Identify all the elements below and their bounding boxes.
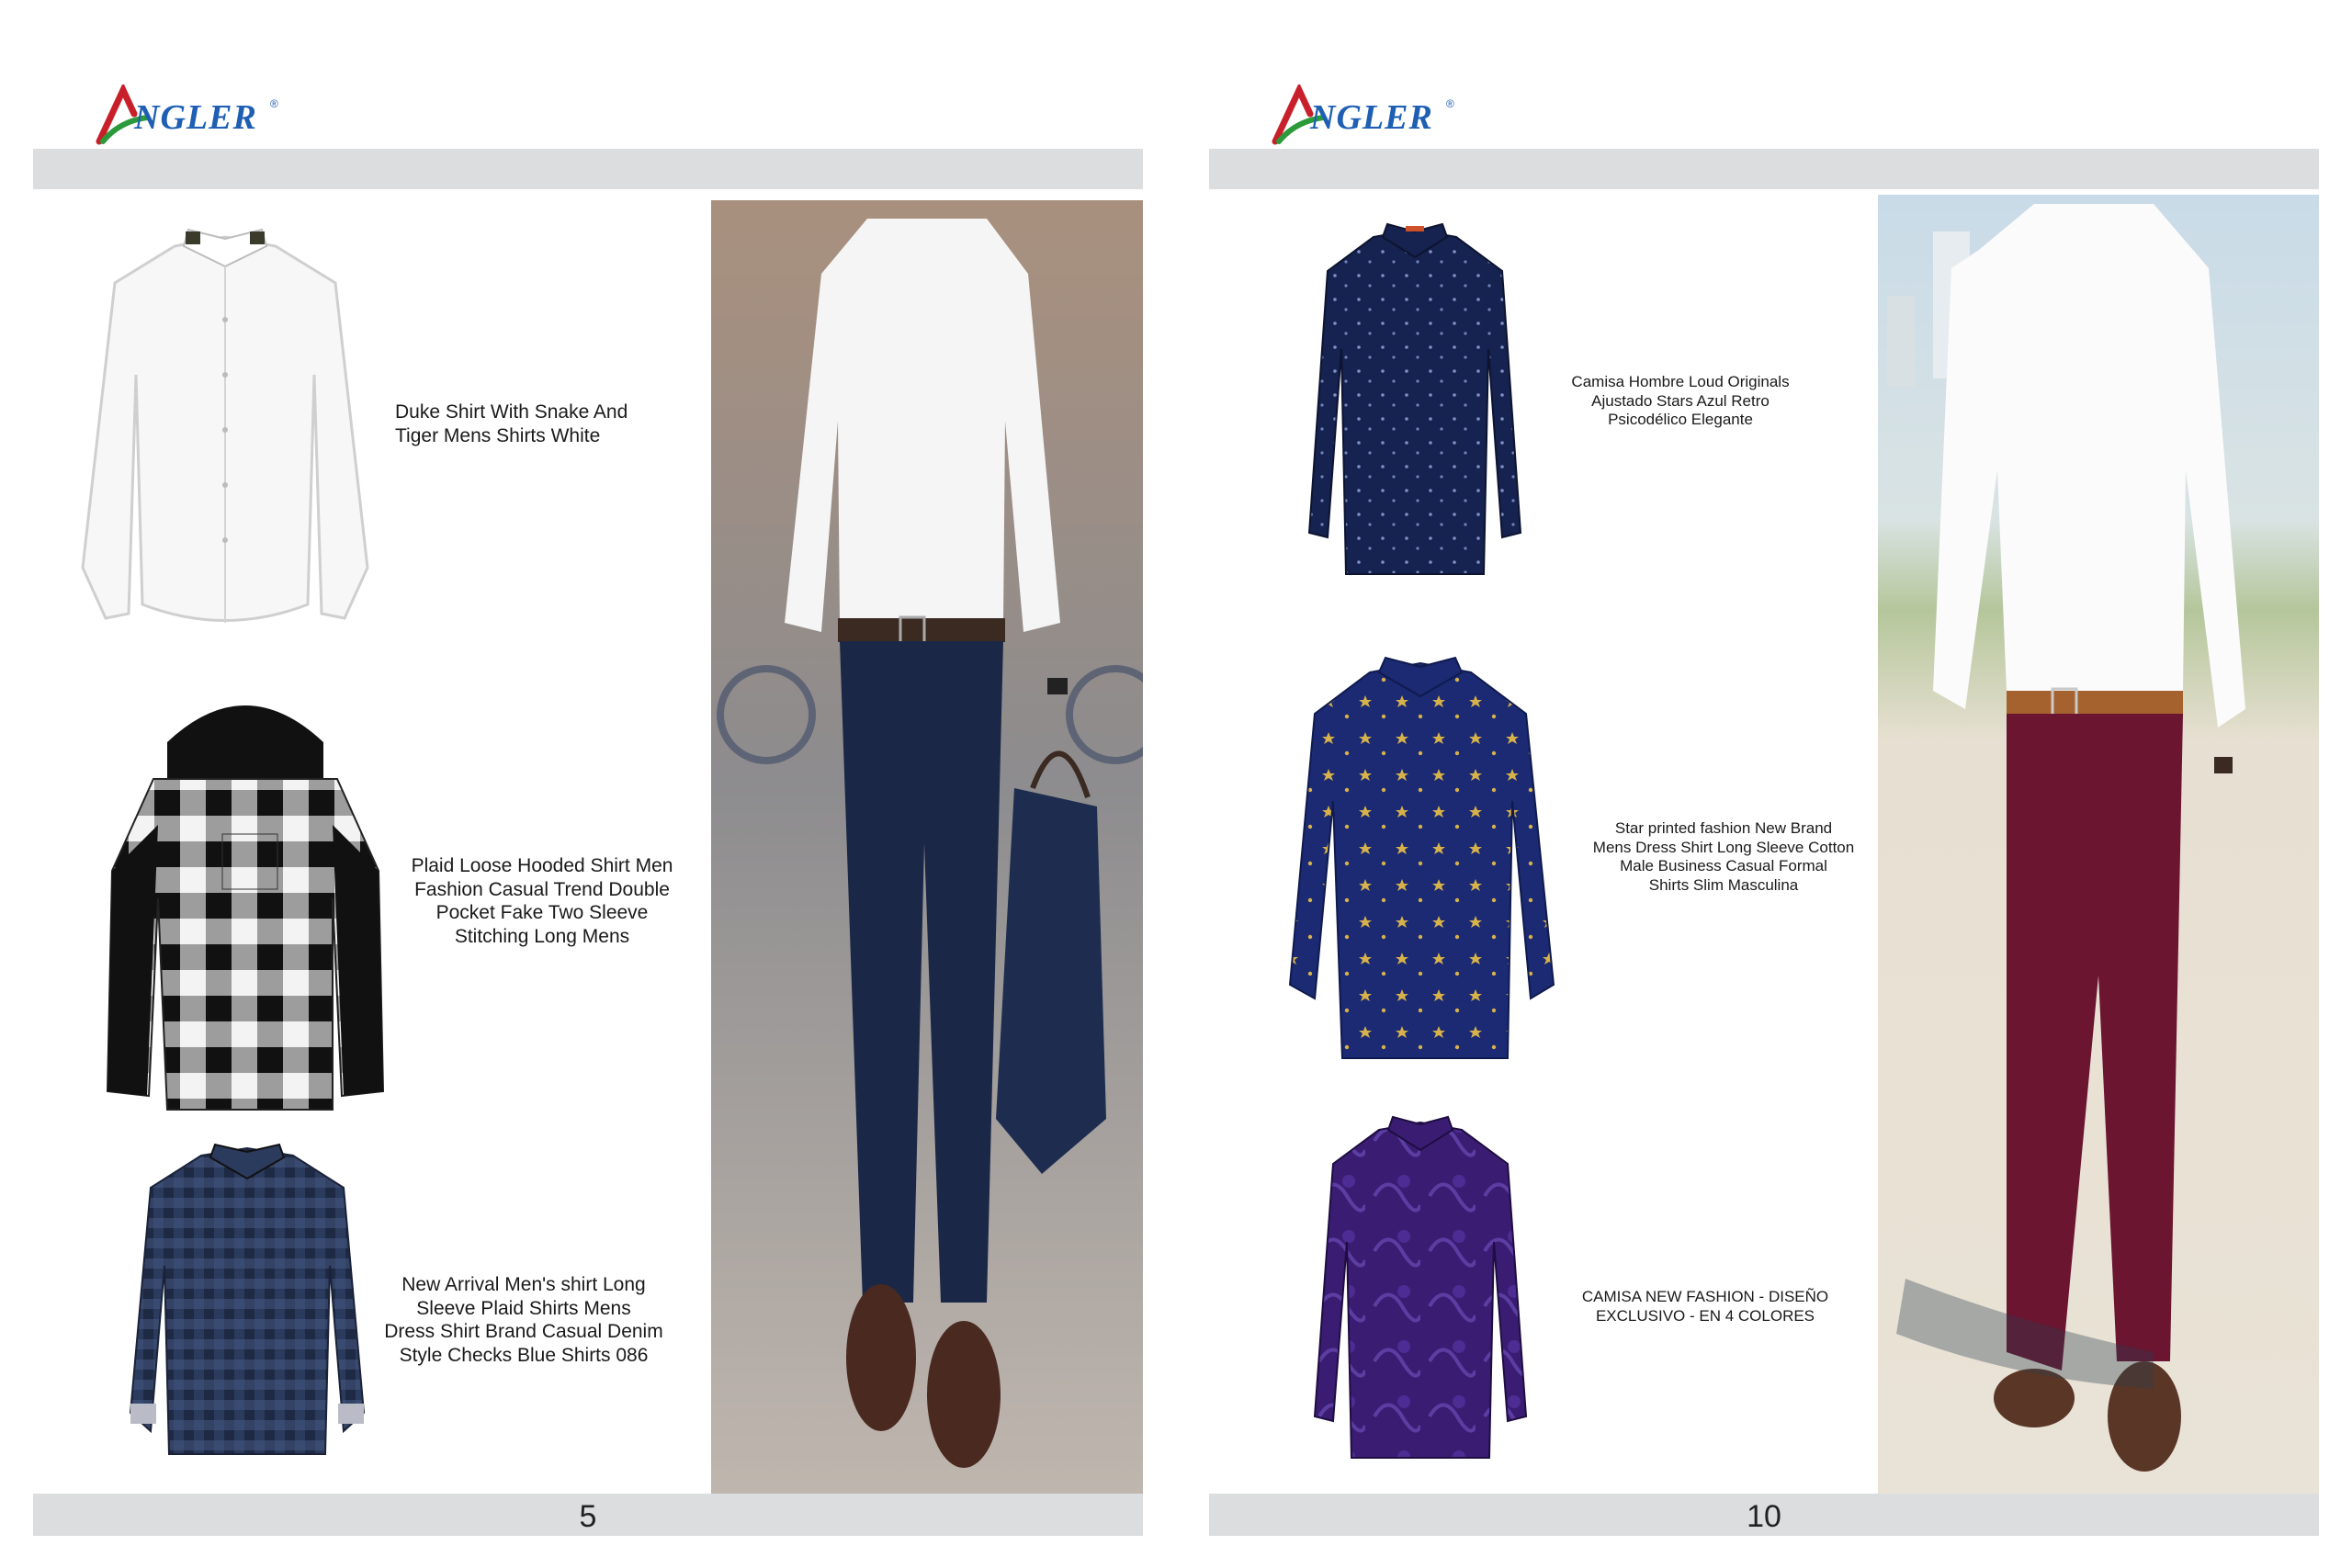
product-caption-5: Star printed fashion New Brand Mens Dress Shirt Long Sleeve Cotton Male Business Casual Formal Shirts Slim Masculina [1592,819,1855,895]
white-shirt-icon [74,219,377,627]
brand-wordmark: NGLER [1310,98,1433,137]
product-caption-6: CAMISA NEW FASHION - DISEÑO EXCLUSIVO - EN 4 COLORES [1581,1288,1829,1325]
catalog-page-left [0,0,1167,1568]
product-image-purple-paisley-shirt [1310,1113,1531,1462]
product-caption-1: Duke Shirt With Snake And Tiger Mens Shirts White [395,401,628,446]
catalog-page-right [1209,0,2352,1568]
brand-logo [96,85,298,151]
header-band [33,149,1143,189]
model-white-shirt-burgundy-trousers [1878,195,2319,1494]
product-image-blue-check-shirt [123,1137,371,1463]
registered-mark: ® [1446,97,1454,110]
model-photo-right [1878,195,2319,1494]
registered-mark: ® [270,97,278,110]
model-white-shirt-navy-trousers [711,200,1143,1494]
product-caption-3: New Arrival Men's shirt Long Sleeve Plaid Shirts Mens Dress Shirt Brand Casual Denim Style Checks Blue Shirts 086 [384,1274,663,1366]
navy-print-shirt-icon [1305,220,1525,579]
blue-check-shirt-icon [123,1137,371,1463]
product-image-star-print-shirt [1283,654,1558,1066]
product-image-white-shirt [74,219,377,627]
page-number: 5 [579,1499,597,1534]
brand-logo [1272,85,1474,151]
product-image-plaid-hooded-shirt [103,687,388,1117]
product-caption-4: Camisa Hombre Loud Originals Ajustado Stars Azul Retro Psicodélico Elegante [1571,373,1790,429]
product-caption-2: Plaid Loose Hooded Shirt Men Fashion Casual Trend Double Pocket Fake Two Sleeve Stitching Long Mens [411,855,673,947]
brand-wordmark: NGLER [134,98,257,137]
star-print-shirt-icon [1283,654,1558,1066]
header-band [1209,149,2319,189]
page-number: 10 [1747,1499,1781,1534]
product-image-navy-print-shirt [1305,220,1525,579]
model-photo-left [711,200,1143,1494]
purple-paisley-shirt-icon [1310,1113,1531,1462]
plaid-hooded-shirt-icon [103,687,388,1117]
